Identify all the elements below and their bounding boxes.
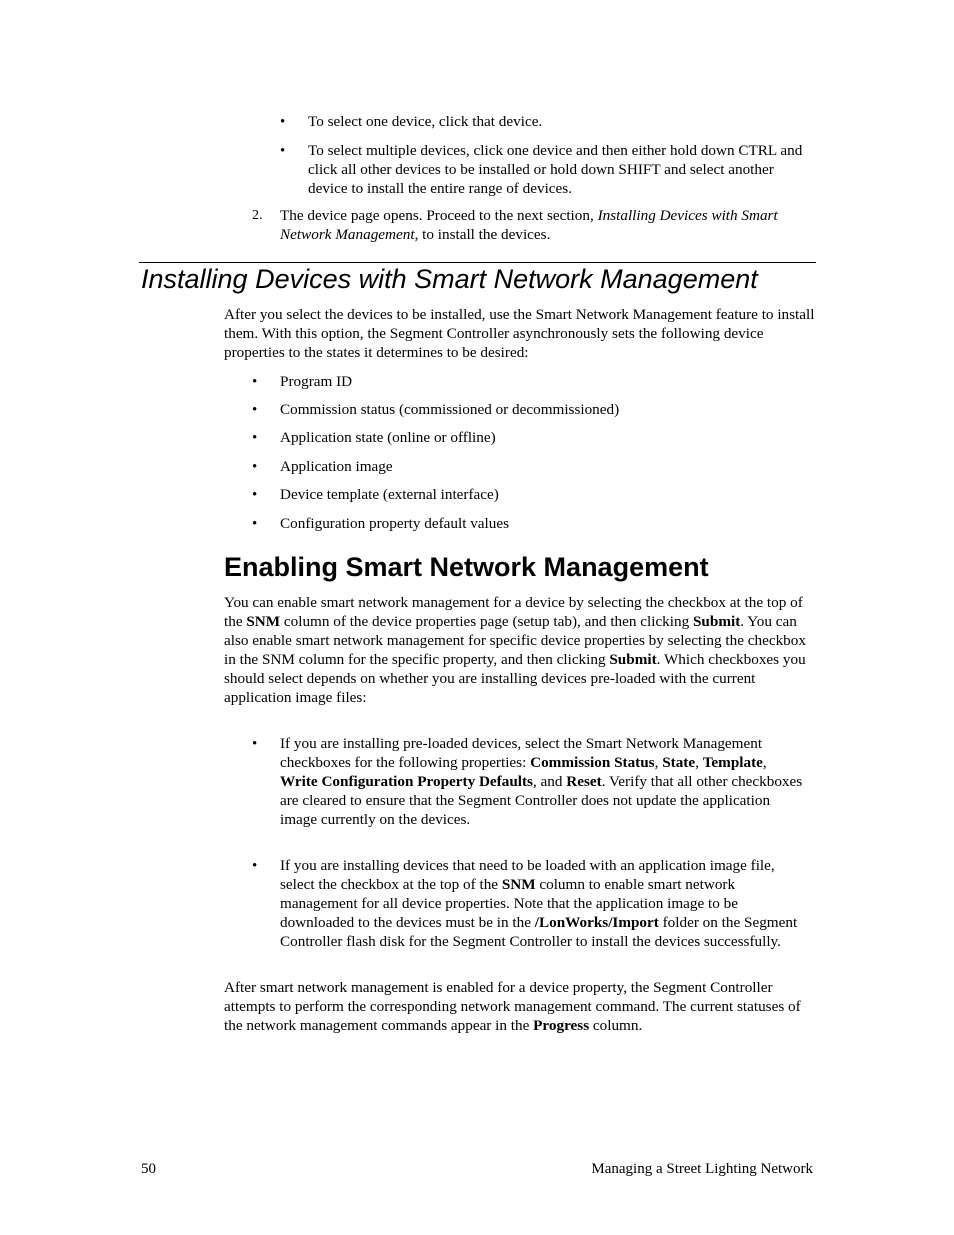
text-run: If you are installing pre-loaded devices, select the Smart Network Management checkboxes for the following properties: — [280, 735, 763, 771]
step-number: 2. — [252, 208, 263, 223]
bold-term: SNM — [501, 875, 536, 893]
list-item: Commission status (commissioned or decommissioned) — [280, 401, 620, 418]
text-run: . Which checkboxes you should select depends on whether you are installing devices pre-loaded with the current application image files: — [224, 650, 806, 706]
section-heading: Installing Devices with Smart Network Management — [141, 264, 758, 294]
list-item: Application image — [280, 458, 393, 475]
list-item: Configuration property default values — [280, 515, 510, 532]
bullet-marker: • — [252, 736, 258, 752]
bold-term: Submit — [609, 650, 657, 668]
bold-term: Submit — [692, 612, 741, 630]
text-run: , — [762, 753, 767, 771]
bullet-marker: • — [252, 516, 258, 532]
step-text-part: The device page opens. Proceed to the next section, — [280, 207, 598, 224]
subsection-heading: Enabling Smart Network Management — [224, 552, 709, 582]
text-run: . Verify that all other checkboxes are cleared to ensure that the Segment Controller does not update the application image currently on the devices. — [280, 772, 803, 828]
text-run: column of the device properties page (setup tab), and then clicking — [280, 612, 693, 630]
intro-paragraph: After you select the devices to be installed, use the Smart Network Management feature to install them. With this option, the Segment Controller asynchronously sets the following device properties to the states it determines to be desired: — [224, 306, 815, 361]
list-item: To select multiple devices, click one device and then either hold down CTRL and click all other devices to be installed or hold down SHIFT and select another device to install the entire range of devices. — [308, 142, 803, 197]
bullet-marker: • — [252, 459, 258, 475]
bullet-marker: • — [252, 858, 258, 874]
page-number: 50 — [141, 1161, 156, 1177]
text-run: column. — [589, 1016, 643, 1034]
text-run: After smart network management is enabled for a device property, the Segment Controller attempts to perform the corresponding network management command. The current statuses of the network management commands appear in the — [224, 979, 801, 1034]
footer-title: Managing a Street Lighting Network — [591, 1161, 813, 1177]
bold-term: Commission Status — [530, 753, 655, 771]
bold-term: State — [662, 753, 696, 771]
step-text — [280, 207, 798, 245]
text-run: , — [695, 753, 703, 771]
list-item: Application state (online or offline) — [280, 429, 496, 446]
list-item — [280, 735, 805, 830]
bullet-marker: • — [280, 143, 286, 159]
list-item: Device template (external interface) — [280, 486, 499, 503]
list-item — [280, 857, 805, 952]
bullet-marker: • — [252, 374, 258, 390]
text-run: , and — [532, 772, 567, 790]
bold-term: Write Configuration Property Defaults — [280, 772, 533, 790]
bullet-marker: • — [252, 487, 258, 503]
paragraph — [224, 594, 816, 707]
text-run: column to enable smart network management for all device properties. Note that the application image to be downloaded to the devices must be in the — [280, 875, 738, 931]
text-run: You can enable smart network management for a device by selecting the checkbox at the top of the — [224, 594, 803, 630]
bullet-marker: • — [252, 402, 258, 418]
bold-term: Template — [702, 753, 763, 771]
bold-term: Reset — [566, 772, 602, 790]
paragraph — [224, 979, 814, 1036]
text-run: . You can also enable smart network management for specific device properties by selecting the checkbox in the SNM column for the specific property, and then clicking — [224, 612, 806, 668]
text-run: folder on the Segment Controller flash disk for the Segment Controller to install the devices successfully. — [280, 913, 798, 950]
bold-term: Progress — [533, 1016, 590, 1034]
list-item: To select one device, click that device. — [308, 113, 543, 130]
bold-term: SNM — [246, 612, 281, 630]
bullet-marker: • — [252, 430, 258, 446]
bullet-marker: • — [280, 114, 286, 130]
text-run: , — [654, 753, 663, 771]
text-run: If you are installing devices that need to be loaded with an application image file, select the checkbox at the top of the — [280, 857, 775, 893]
cross-reference: Installing Devices with Smart Network Management — [280, 207, 778, 243]
list-item: Program ID — [280, 373, 353, 390]
step-text-part: , to install the devices. — [414, 225, 551, 243]
bold-term: /LonWorks/Import — [534, 913, 659, 931]
